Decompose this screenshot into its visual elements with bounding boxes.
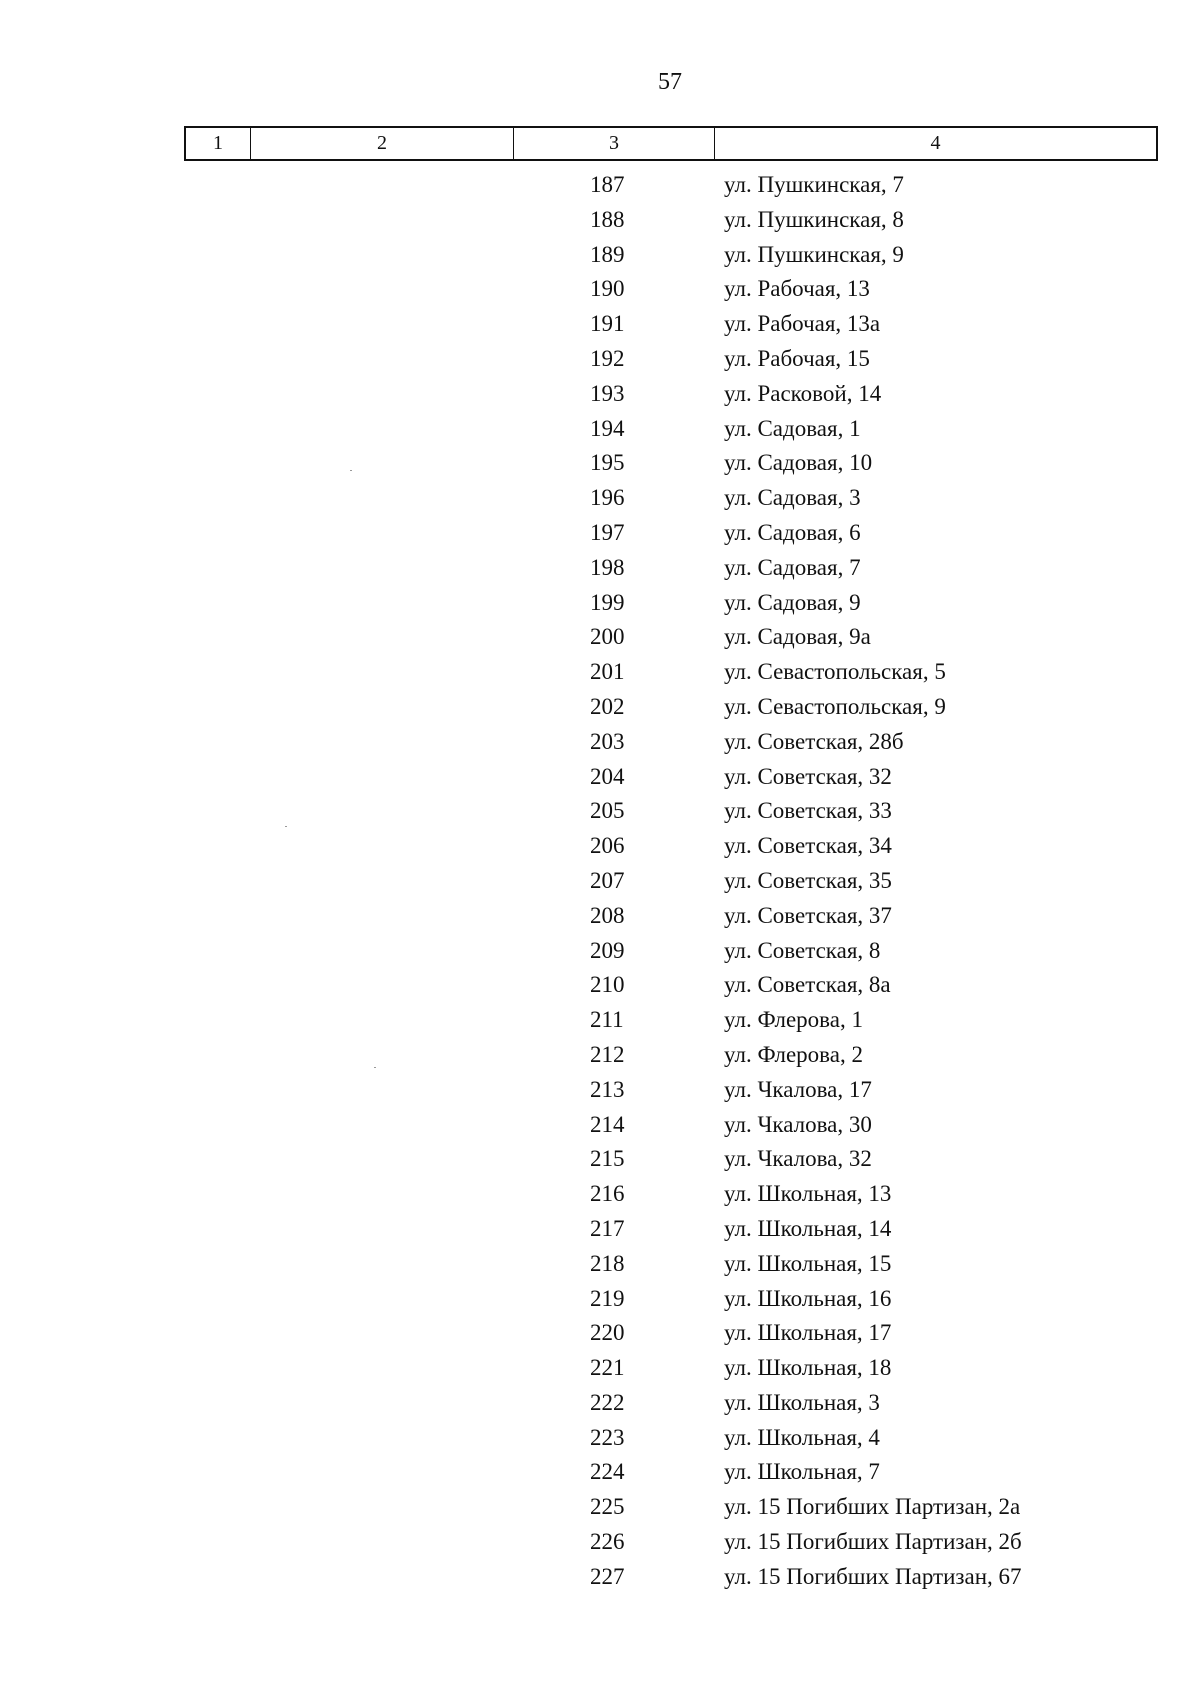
row-address: ул. Рабочая, 13а [724,311,881,337]
row-address: ул. Садовая, 1 [724,415,861,441]
row-address: ул. Советская, 34 [724,833,892,859]
row-number: 193 [590,380,625,406]
row-address: ул. Севастопольская, 5 [724,659,946,685]
table-row [0,620,1200,655]
table-header-col-2: 2 [251,128,514,159]
row-number: 208 [590,902,625,928]
table-row [0,1108,1200,1143]
row-address: ул. Садовая, 9а [724,624,871,650]
row-number: 212 [590,1041,625,1067]
row-number: 204 [590,763,625,789]
table-row [0,377,1200,412]
row-number: 220 [590,1320,625,1346]
table-row [0,481,1200,516]
row-address: ул. Садовая, 3 [724,485,861,511]
row-number: 226 [590,1529,625,1555]
table-row [0,412,1200,447]
row-number: 223 [590,1424,625,1450]
row-number: 197 [590,519,625,545]
row-address: ул. Садовая, 6 [724,519,861,545]
row-address: ул. Рабочая, 15 [724,345,870,371]
row-address: ул. Школьная, 15 [724,1250,892,1276]
page-number: 57 [658,69,682,95]
row-address: ул. Школьная, 17 [724,1320,892,1346]
row-address: ул. Садовая, 7 [724,554,861,580]
table-row [0,1351,1200,1386]
table-row [0,1212,1200,1247]
table-row [0,168,1200,203]
table-row [0,1003,1200,1038]
table-row [0,238,1200,273]
row-number: 206 [590,833,625,859]
row-address: ул. Севастопольская, 9 [724,693,946,719]
row-number: 209 [590,937,625,963]
row-number: 214 [590,1111,625,1137]
table-row [0,1142,1200,1177]
row-address: ул. Пушкинская, 8 [724,206,904,232]
row-address: ул. Садовая, 10 [724,450,873,476]
table-row [0,1316,1200,1351]
table-row [0,1560,1200,1595]
table-row [0,446,1200,481]
row-address: ул. Советская, 8а [724,972,891,998]
row-address: ул. Школьная, 4 [724,1424,880,1450]
row-address: ул. Флерова, 1 [724,1007,863,1033]
row-address: ул. Пушкинская, 9 [724,241,904,267]
table-row [0,1038,1200,1073]
row-address: ул. Чкалова, 30 [724,1111,872,1137]
row-address: ул. Рабочая, 13 [724,276,870,302]
address-list [0,168,1200,1595]
row-address: ул. Советская, 35 [724,867,892,893]
table-row [0,690,1200,725]
table-row [0,516,1200,551]
table-header-col-4: 4 [930,132,941,154]
table-row [0,1421,1200,1456]
row-address: ул. Советская, 37 [724,902,892,928]
table-row [0,725,1200,760]
row-number: 187 [590,172,625,197]
row-address: ул. Чкалова, 32 [724,1146,872,1172]
row-address: ул. Флерова, 2 [724,1041,863,1067]
table-row [0,794,1200,829]
scan-speck [374,1067,376,1068]
row-address: ул. Советская, 28б [724,728,904,754]
row-address: ул. Пушкинская, 7 [724,172,904,197]
table-row [0,1282,1200,1317]
table-row [0,655,1200,690]
table-row [0,551,1200,586]
row-number: 218 [590,1250,625,1276]
table-row [0,934,1200,969]
row-number: 200 [590,624,625,650]
row-address: ул. Садовая, 9 [724,589,861,615]
table-row [0,1455,1200,1490]
scan-speck [350,470,352,471]
table-row [0,272,1200,307]
row-number: 189 [590,241,625,267]
row-number: 227 [590,1563,625,1589]
table-row [0,864,1200,899]
table-row [0,1525,1200,1560]
row-number: 188 [590,206,625,232]
row-number: 191 [590,311,625,337]
table-row [0,1247,1200,1282]
row-address: ул. Чкалова, 17 [724,1076,872,1102]
row-address: ул. Школьная, 16 [724,1285,892,1311]
table-row [0,1073,1200,1108]
row-address: ул. Школьная, 3 [724,1389,880,1415]
row-number: 225 [590,1494,625,1520]
table-row [0,899,1200,934]
table-row [0,203,1200,238]
row-address: ул. 15 Погибших Партизан, 2а [724,1494,1021,1520]
row-number: 194 [590,415,625,441]
row-number: 210 [590,972,625,998]
row-number: 207 [590,867,625,893]
row-number: 217 [590,1215,625,1241]
row-number: 195 [590,450,625,476]
row-number: 190 [590,276,625,302]
row-address: ул. Советская, 8 [724,937,881,963]
row-address: ул. Школьная, 13 [724,1181,892,1207]
row-address: ул. Советская, 33 [724,798,892,824]
row-number: 202 [590,693,625,719]
row-number: 219 [590,1285,625,1311]
table-row [0,342,1200,377]
row-number: 201 [590,659,625,685]
row-address: ул. Школьная, 7 [724,1459,880,1485]
table-header-col-3: 3 [514,128,715,159]
scan-speck [285,826,287,827]
row-address: ул. 15 Погибших Партизан, 67 [724,1563,1022,1589]
row-address: ул. Школьная, 14 [724,1215,892,1241]
row-number: 196 [590,485,625,511]
row-number: 215 [590,1146,625,1172]
row-address: ул. Советская, 32 [724,763,892,789]
row-number: 213 [590,1076,625,1102]
row-number: 211 [590,1007,624,1033]
table-header [184,126,1158,161]
row-number: 198 [590,554,625,580]
table-row [0,586,1200,621]
table-row [0,760,1200,795]
table-row [0,1490,1200,1525]
row-address: ул. 15 Погибших Партизан, 2б [724,1529,1022,1555]
row-number: 221 [590,1355,625,1381]
table-row [0,968,1200,1003]
row-address: ул. Расковой, 14 [724,380,882,406]
table-row [0,1177,1200,1212]
row-number: 199 [590,589,625,615]
table-row [0,307,1200,342]
table-row [0,829,1200,864]
row-number: 192 [590,345,625,371]
row-number: 203 [590,728,625,754]
table-row [0,1386,1200,1421]
row-number: 205 [590,798,625,824]
row-number: 216 [590,1181,625,1207]
row-number: 224 [590,1459,625,1485]
row-address: ул. Школьная, 18 [724,1355,892,1381]
row-number: 222 [590,1389,625,1415]
table-header-col-1: 1 [186,128,251,159]
